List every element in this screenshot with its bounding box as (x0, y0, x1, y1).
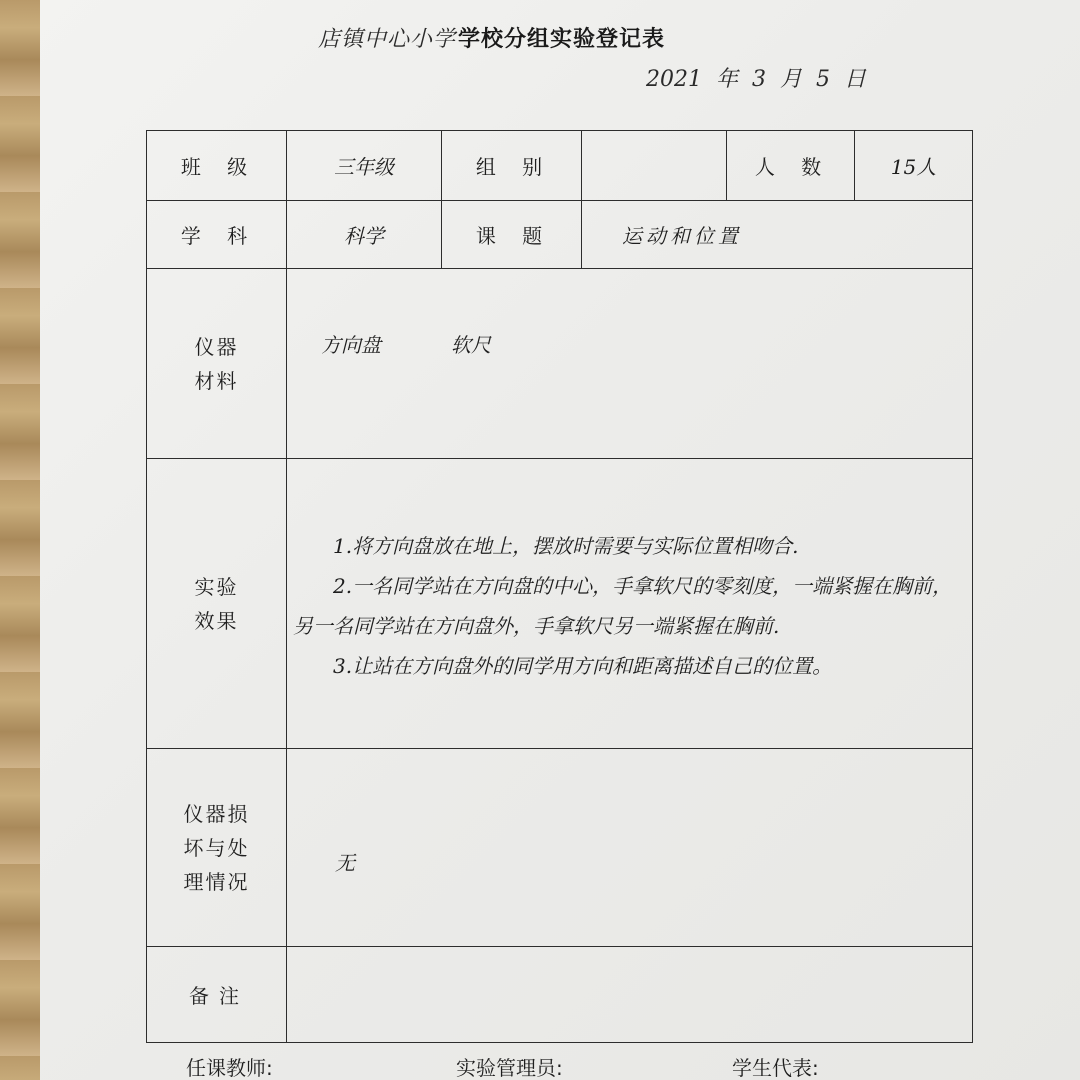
label-damage-line3: 理情况 (183, 869, 250, 894)
value-group (582, 131, 727, 201)
label-count: 人 数 (727, 131, 855, 201)
effect-step-3: 3.让站在方向盘外的同学用方向和距离描述自己的位置。 (333, 653, 833, 678)
instrument-item-2: 软尺 (451, 333, 491, 357)
date-day-unit: 日 (844, 67, 867, 92)
label-effects (147, 459, 287, 749)
table-row-class (147, 131, 973, 201)
form-title-printed: 学校分组实验登记表 (458, 27, 666, 52)
form-date (646, 62, 880, 93)
value-damage: 无 (287, 749, 973, 947)
footer-teacher: 任课教师: (186, 1056, 273, 1080)
date-month: 3 (752, 67, 767, 92)
date-day: 5 (816, 67, 831, 92)
table-row-subject (147, 201, 973, 269)
footer-student-rep: 学生代表: (732, 1056, 819, 1080)
value-class: 三年级 (287, 131, 442, 201)
value-effects (287, 459, 973, 749)
registration-table (146, 130, 973, 1043)
effect-step-2: 2.一名同学站在方向盘的中心，手拿软尺的零刻度，一端紧握在胸前，另一名同学站在方向盘外，手拿软尺另一端紧握在胸前. (293, 573, 953, 638)
value-count: 15人 (855, 131, 973, 201)
label-instruments-line2: 材料 (194, 368, 239, 393)
label-damage-line1: 仪器损 (183, 801, 250, 826)
label-group: 组 别 (442, 131, 582, 201)
value-remarks (287, 947, 973, 1043)
form-title (318, 22, 665, 53)
label-instruments-line1: 仪器 (194, 334, 239, 359)
label-class: 班 级 (147, 131, 287, 201)
footer-lab-manager: 实验管理员: (456, 1056, 563, 1080)
table-row-effects (147, 459, 973, 749)
instrument-item-1: 方向盘 (321, 333, 381, 357)
effect-step-1: 1.将方向盘放在地上，摆放时需要与实际位置相吻合. (333, 533, 799, 558)
value-subject: 科学 (287, 201, 442, 269)
label-effects-line2: 效果 (194, 608, 239, 633)
label-instruments (147, 269, 287, 459)
label-topic: 课 题 (442, 201, 582, 269)
value-topic: 运动和位置 (582, 201, 973, 269)
label-effects-line1: 实验 (194, 574, 239, 599)
label-remarks: 备注 (147, 947, 287, 1043)
label-subject: 学 科 (147, 201, 287, 269)
date-year: 2021 (646, 67, 702, 92)
background-wood-edge (0, 0, 40, 1080)
table-row-damage (147, 749, 973, 947)
label-damage (147, 749, 287, 947)
date-year-unit: 年 (716, 67, 739, 92)
table-row-instruments (147, 269, 973, 459)
school-name-handwritten: 店镇中心小学 (318, 27, 457, 52)
label-damage-line2: 坏与处 (183, 835, 250, 860)
value-instruments (287, 269, 973, 459)
table-row-remarks (147, 947, 973, 1043)
date-month-unit: 月 (780, 67, 803, 92)
